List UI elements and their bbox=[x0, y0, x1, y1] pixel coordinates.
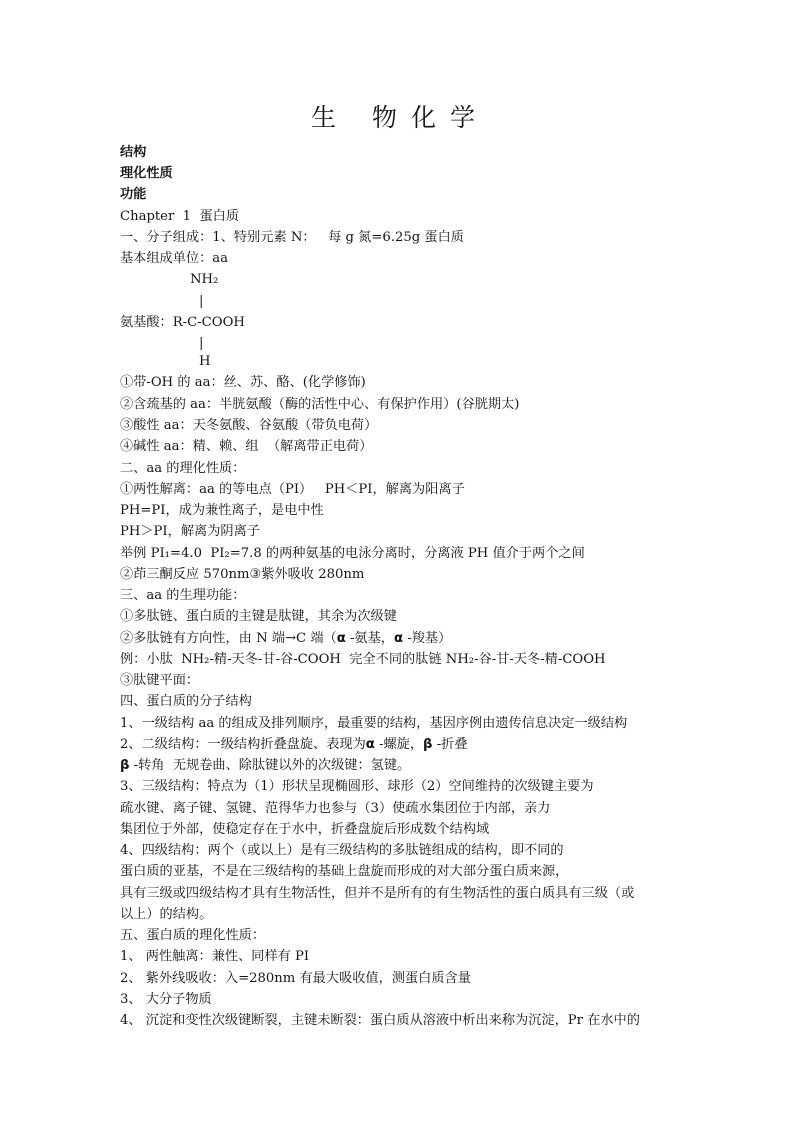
document-title: 生 物化学 bbox=[311, 103, 489, 132]
beta-symbol: β bbox=[423, 737, 433, 752]
formula-main: 氨基酸：R-C-COOH bbox=[120, 315, 245, 330]
section-4-line-2-mid: -螺旋， bbox=[374, 737, 424, 752]
section-3-line-2-post: -羧基） bbox=[403, 631, 452, 646]
section-4-line-2-pre: 2、二级结构：一级结构折叠盘旋、表现为 bbox=[120, 737, 366, 752]
alpha-symbol: α bbox=[393, 631, 404, 646]
section-2-line-5: ②茚三酮反应 570nm③紫外吸收 280nm bbox=[120, 567, 365, 582]
section-4-line-4: 3、三级结构：特点为（1）形状呈现椭圆形、球形（2）空间维持的次级键主要为 bbox=[120, 779, 594, 794]
composition-line: 一、分子组成：1、特别元素 N： 每 g 氮=6.25g 蛋白质 bbox=[120, 230, 464, 245]
section-4-line-3 bbox=[120, 756, 410, 776]
heading-properties: 理化性质 bbox=[120, 166, 173, 181]
section-3-line-2 bbox=[120, 629, 451, 649]
section-2-heading: 二、aa 的理化性质： bbox=[120, 461, 246, 476]
section-3-line-2-pre: ②多肽链有方向性，由 N 端→C 端（ bbox=[120, 631, 337, 646]
section-3-line-4: ③肽键平面： bbox=[120, 673, 200, 688]
aa-type-hydroxyl: ①带-OH 的 aa：丝、苏、酪、(化学修饰) bbox=[120, 375, 366, 390]
section-4-line-2 bbox=[120, 735, 468, 755]
section-5-heading: 五、蛋白质的理化性质： bbox=[120, 928, 266, 943]
section-4-line-8: 蛋白质的亚基，不是在三级结构的基础上盘旋而形成的对大部分蛋白质来源， bbox=[120, 864, 569, 879]
heading-structure: 结构 bbox=[120, 145, 147, 160]
section-3-line-2-mid: -氨基， bbox=[345, 631, 394, 646]
section-2-line-4: 举例 PI₁=4.0 PI₂=7.8 的两种氨基的电泳分离时，分离液 PH 值介于两个之间 bbox=[120, 546, 585, 561]
section-2-line-3: PH＞PI，解离为阴离子 bbox=[120, 524, 260, 539]
aa-type-thiol: ②含巯基的 aa：半胱氨酸（酶的活性中心、有保护作用）(谷胱期太) bbox=[120, 397, 520, 412]
formula-bond-top: | bbox=[199, 294, 204, 309]
section-4-line-9: 具有三级或四级结构才具有生物活性，但并不是所有的有生物活性的蛋白质具有三级（或 bbox=[120, 886, 635, 901]
section-5-line-2: 2、 紫外线吸收：入=280nm 有最大吸收值，测蛋白质含量 bbox=[120, 971, 471, 986]
aa-type-acidic: ③酸性 aa：天冬氨酸、谷氨酸（带负电荷） bbox=[120, 418, 378, 433]
section-2-line-1: ①两性解离：aa 的等电点（PI） PH＜PI，解离为阳离子 bbox=[120, 482, 465, 497]
section-3-line-1: ①多肽链、蛋白质的主键是肽键，其余为次级键 bbox=[120, 609, 397, 624]
section-4-heading: 四、蛋白质的分子结构 bbox=[120, 694, 252, 709]
section-4-line-1: 1、一级结构 aa 的组成及排列顺序，最重要的结构，基因序例由遗传信息决定一级结构 bbox=[120, 716, 628, 731]
section-4-line-6: 集团位于外部，使稳定存在于水中，折叠盘旋后形成数个结构域 bbox=[120, 822, 490, 837]
section-4-line-10: 以上）的结构。 bbox=[120, 907, 213, 922]
section-2-line-2: PH=PI，成为兼性离子，是电中性 bbox=[120, 503, 324, 518]
alpha-symbol: α bbox=[336, 631, 346, 646]
section-4-line-5: 疏水键、离子键、氢键、范得华力也参与（3）使疏水集团位于内部，亲力 bbox=[120, 801, 551, 816]
section-5-line-1: 1、 两性触离：兼性、同样有 PI bbox=[120, 949, 310, 964]
section-4-line-3-post: -转角 无规卷曲、除肽键以外的次级键：氢键。 bbox=[129, 758, 411, 773]
formula-h: H bbox=[199, 354, 211, 369]
heading-function: 功能 bbox=[120, 187, 147, 202]
section-4-line-2-post: -折叠 bbox=[432, 737, 468, 752]
formula-nh2: NH₂ bbox=[190, 272, 219, 287]
alpha-symbol: α bbox=[365, 737, 375, 752]
aa-type-basic: ④碱性 aa：精、赖、组 （解离带正电荷） bbox=[120, 439, 373, 454]
section-4-line-7: 4、四级结构：两个（或以上）是有三级结构的多肽链组成的结构，即不同的 bbox=[120, 843, 564, 858]
section-3-line-3: 例：小肽 NH₂-精-天冬-甘-谷-COOH 完全不同的肽链 NH₂-谷-甘-天冬-精-COOH bbox=[120, 652, 606, 667]
formula-bond-bottom: | bbox=[199, 336, 204, 351]
basic-unit-line: 基本组成单位：aa bbox=[120, 251, 229, 266]
section-5-line-4: 4、 沉淀和变性次级键断裂，主键未断裂：蛋白质从溶液中析出来称为沉淀，Pr 在水中的 bbox=[120, 1013, 640, 1028]
beta-symbol: β bbox=[120, 758, 130, 773]
chapter-heading: Chapter 1 蛋白质 bbox=[120, 209, 240, 224]
section-3-heading: 三、aa 的生理功能： bbox=[120, 588, 246, 603]
section-5-line-3: 3、 大分子物质 bbox=[120, 992, 212, 1007]
